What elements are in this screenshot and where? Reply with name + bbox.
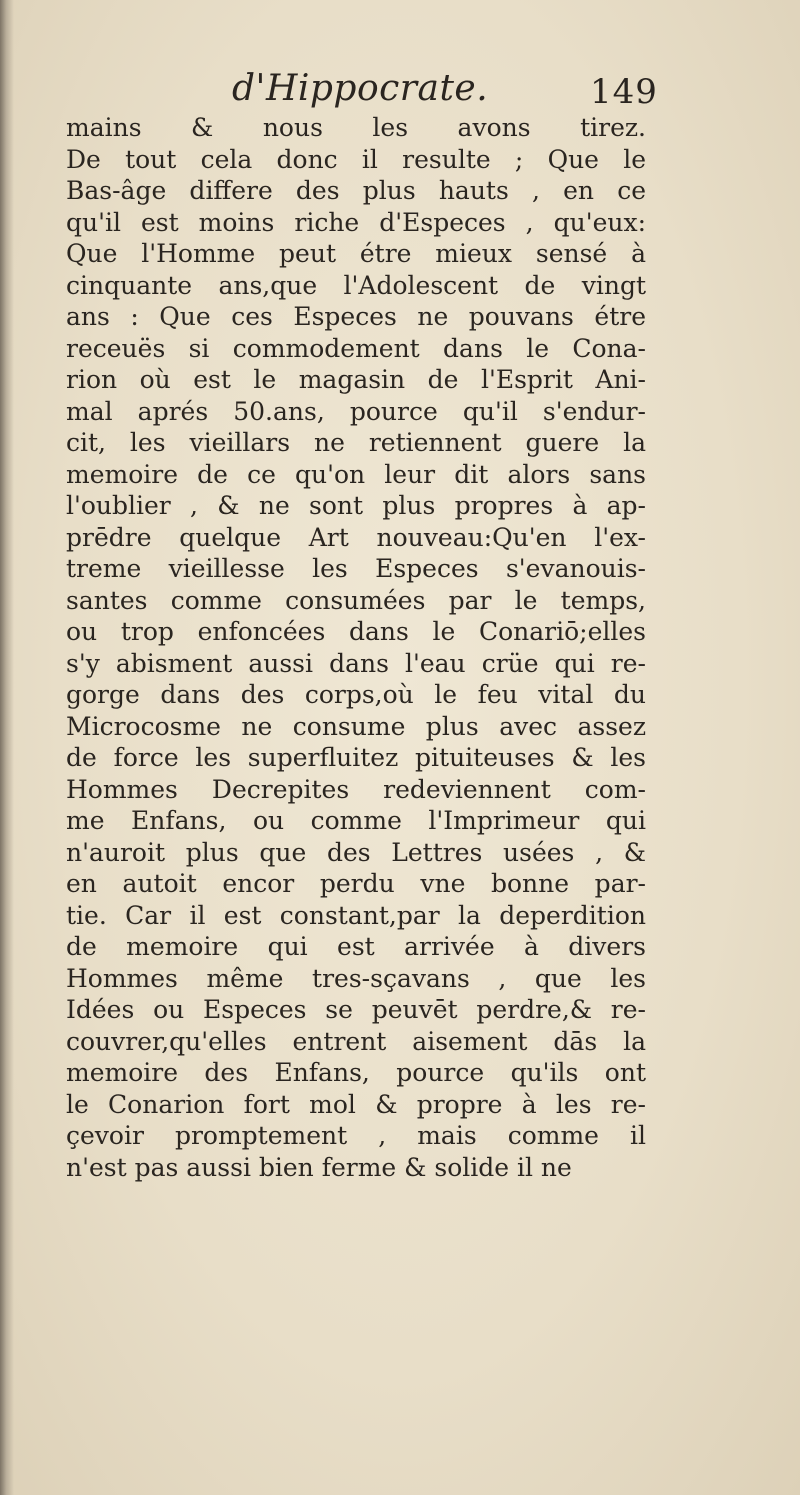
- text-line: De tout cela donc il resulte ; Que le: [66, 144, 646, 174]
- text-line: couvrer,qu'elles entrent aisement dās la: [66, 1026, 646, 1056]
- text-line: n'est pas aussi bien ferme & solide il ne: [66, 1152, 572, 1182]
- text-line: me Enfans, ou comme l'Imprimeur qui: [66, 806, 646, 835]
- text-line: qu'il est moins riche d'Especes , qu'eux:: [66, 207, 646, 237]
- text-line: çevoir promptement , mais comme il: [66, 1121, 646, 1150]
- text-line: ans : Que ces Especes ne pouvans étre: [66, 302, 646, 331]
- text-line: le Conarion fort mol & propre à les re-: [66, 1089, 646, 1119]
- text-line: de memoire qui est arrivée à divers: [66, 932, 646, 961]
- text-line: Bas-âge differe des plus hauts , en ce: [66, 176, 646, 205]
- text-line: Microcosme ne consume plus avec assez: [66, 711, 646, 741]
- text-line: l'oublier , & ne sont plus propres à ap-: [66, 491, 646, 520]
- text-line: memoire des Enfans, pource qu'ils ont: [66, 1058, 646, 1087]
- running-head: [0, 68, 800, 116]
- text-line: Hommes même tres-sçavans , que les: [66, 963, 646, 993]
- running-head-title: d'Hippocrate.: [232, 68, 489, 109]
- text-line: mains & nous les avons tirez.: [66, 113, 646, 142]
- text-line: ou trop enfoncées dans le Conariō;elles: [66, 617, 646, 646]
- text-line: memoire de ce qu'on leur dit alors sans: [66, 459, 646, 489]
- text-line: en autoit encor perdu vne bonne par-: [66, 869, 646, 898]
- text-line: santes comme consumées par le temps,: [66, 585, 646, 615]
- text-line: receuës si commodement dans le Cona-: [66, 333, 646, 363]
- page-number: 149: [590, 72, 658, 112]
- text-line: Idées ou Especes se peuvēt perdre,& re-: [66, 995, 646, 1024]
- text-line: gorge dans des corps,où le feu vital du: [66, 680, 646, 709]
- body-text: [66, 112, 646, 1183]
- text-line: rion où est le magasin de l'Esprit Ani-: [66, 365, 646, 394]
- text-line: de force les superfluitez pituiteuses & les: [66, 743, 646, 772]
- text-line: cinquante ans,que l'Adolescent de vingt: [66, 270, 646, 300]
- text-line: Que l'Homme peut étre mieux sensé à: [66, 239, 646, 268]
- text-line: prēdre quelque Art nouveau:Qu'en l'ex-: [66, 522, 646, 552]
- text-line: treme vieillesse les Especes s'evanouis-: [66, 554, 646, 583]
- text-line: Hommes Decrepites redeviennent com-: [66, 774, 646, 804]
- text-line: tie. Car il est constant,par la deperdition: [66, 900, 646, 930]
- text-line: s'y abisment aussi dans l'eau crüe qui re-: [66, 648, 646, 678]
- text-line: mal aprés 50.ans, pource qu'il s'endur-: [66, 396, 646, 426]
- text-line: n'auroit plus que des Lettres usées , &: [66, 837, 646, 867]
- text-line: cit, les vieillars ne retiennent guere la: [66, 428, 646, 457]
- page-binding-shadow: [0, 0, 14, 1495]
